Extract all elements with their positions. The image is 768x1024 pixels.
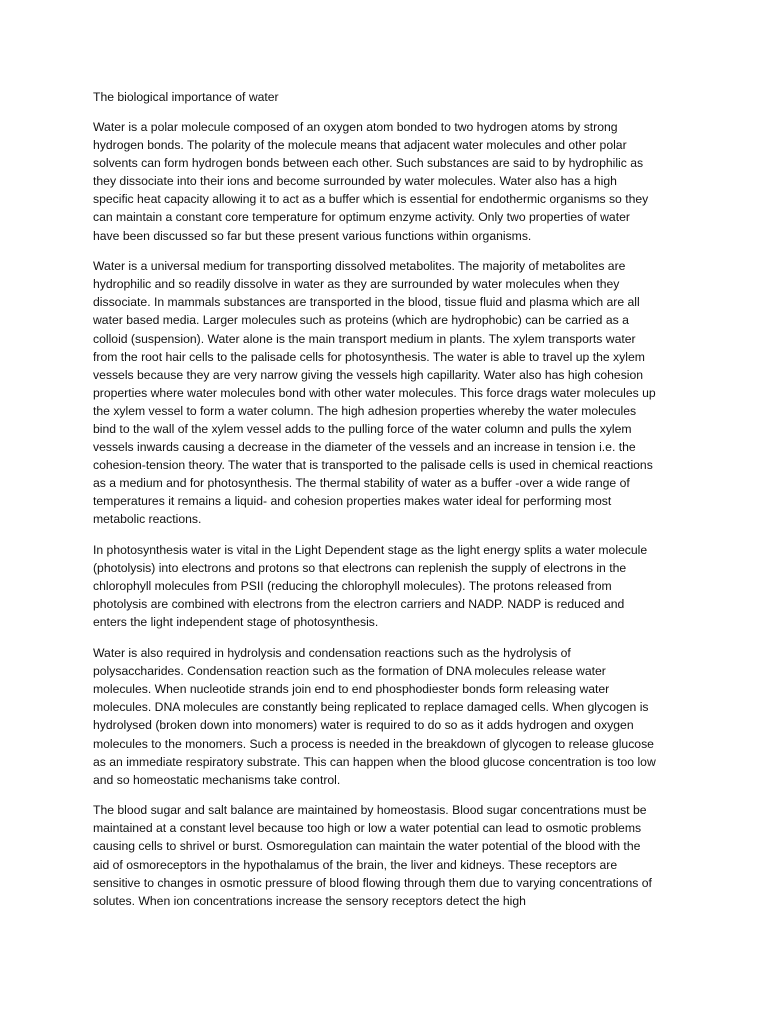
paragraph-water-polarity: Water is a polar molecule composed of an oxygen atom bonded to two hydrogen atoms by strong hydrogen bonds. The polarity of the molecule means that adjacent water molecules and other polar solvents can form hydrogen bonds between each other. Such substances are said to by hydrophilic as they dissociate into their ions and become surrounded by water molecules. Water also has a high specific heat capacity allowing it to act as a buffer which is essential for endothermic organisms so they can maintain a constant core temperature for optimum enzyme activity. Only two properties of water have been discussed so far but these present various functions within organisms. xyxy=(93,120,649,243)
paragraph-photosynthesis: In photosynthesis water is vital in the Light Dependent stage as the light energy splits a water molecule (photolysis) into electrons and protons so that electrons can replenish the supply of electrons in the chlorophyll molecules from PSII (reducing the chlorophyll molecules). The protons released from photolysis are combined with electrons from the electron carriers and NADP. NADP is reduced and enters the light independent stage of photosynthesis. xyxy=(93,543,648,630)
document-page xyxy=(93,88,659,922)
paragraph-transport-medium: Water is a universal medium for transporting dissolved metabolites. The majority of metabolites are hydrophilic and so readily dissolve in water as they are surrounded by water molecules when they dissociate. In mammals substances are transported in the blood, tissue fluid and plasma which are all water based media. Larger molecules such as proteins (which are hydrophobic) can be carried as a colloid (suspension). Water alone is the main transport medium in plants. The xylem transports water from the root hair cells to the palisade cells for photosynthesis. The water is able to travel up the xylem vessels because they are very narrow giving the vessels high capillarity. Water also has high cohesion properties where water molecules bond with other water molecules. This force drags water molecules up the xylem vessel to form a water column. The high adhesion properties whereby the water molecules bind to the wall of the xylem vessel adds to the pulling force of the water column and pulls the xylem vessels inwards causing a decrease in the diameter of the vessels and an increase in tension i.e. the cohesion-tension theory. The water that is transported to the palisade cells is used in chemical reactions as a medium and for photosynthesis. The thermal stability of water as a buffer -over a wide range of temperatures it remains a liquid- and cohesion properties makes water ideal for performing most metabolic reactions. xyxy=(93,259,656,527)
paragraph-homeostasis: The blood sugar and salt balance are maintained by homeostasis. Blood sugar concentrations must be maintained at a constant level because too high or low a water potential can lead to osmotic problems causing cells to shrivel or burst. Osmoregulation can maintain the water potential of the blood with the aid of osmoreceptors in the hypothalamus of the brain, the liver and kidneys. These receptors are sensitive to changes in osmotic pressure of blood flowing through them due to varying concentrations of solutes. When ion concentrations increase the sensory receptors detect the high xyxy=(93,803,652,908)
paragraph-hydrolysis-condensation: Water is also required in hydrolysis and condensation reactions such as the hydrolysis of polysaccharides. Condensation reaction such as the formation of DNA molecules release water molecules. When nucleotide strands join end to end phosphodiester bonds form releasing water molecules. DNA molecules are constantly being replicated to replace damaged cells. When glycogen is hydrolysed (broken down into monomers) water is required to do so as it adds hydrogen and oxygen molecules to the monomers. Such a process is needed in the breakdown of glycogen to release glucose as an immediate respiratory substrate. This can happen when the blood glucose concentration is too low and so homeostatic mechanisms take control. xyxy=(93,646,656,787)
document-title: The biological importance of water xyxy=(93,90,279,104)
